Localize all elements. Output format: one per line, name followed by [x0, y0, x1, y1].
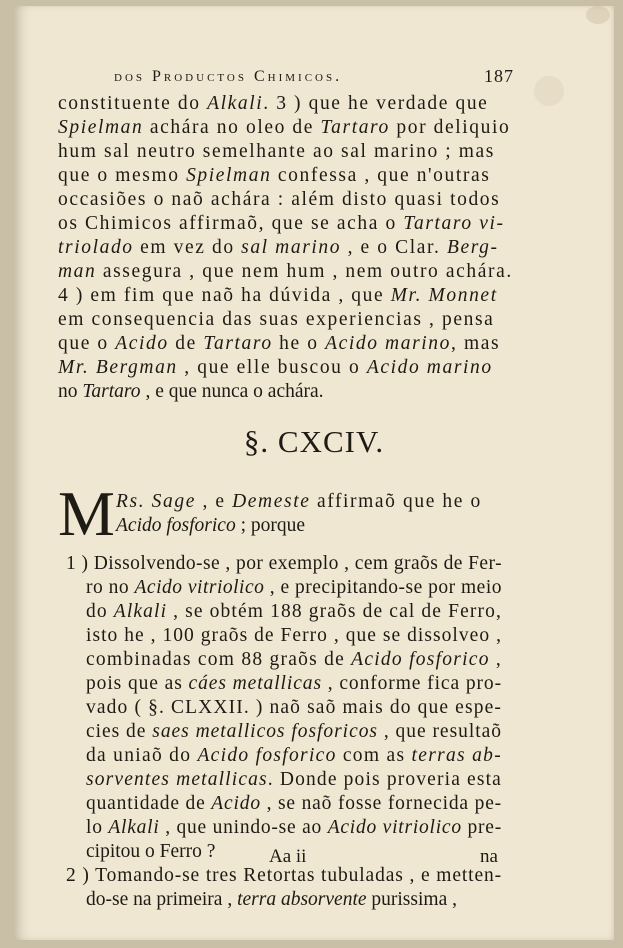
text-segment: combinadas com 88 graõs de	[86, 649, 352, 670]
text-segment: , se naõ fosse fornecida pe-	[260, 793, 502, 814]
text-line	[86, 768, 502, 792]
text-segment: que o	[58, 333, 116, 354]
italic-text: Spielman	[186, 165, 272, 186]
section-heading: §. CXCIV.	[243, 424, 385, 459]
text-segment: . Donde pois proveria esta	[267, 769, 502, 790]
italic-text: Mr. Monnet	[390, 285, 498, 306]
italic-text: Acido vitriolico	[134, 577, 265, 598]
italic-text: Acido fosforico	[197, 745, 337, 766]
italic-text: Alkali	[207, 93, 264, 114]
text-segment: , se obtém 188 graõs de cal de Ferro,	[167, 601, 503, 622]
text-segment: isto he , 100 graõs de Ferro , que se dissolveo ,	[86, 625, 502, 646]
italic-text: Alkali	[108, 817, 160, 838]
italic-text: Mr. Bergman	[58, 357, 178, 378]
text-segment: 4 ) em fim que naõ ha dúvida , que	[58, 285, 391, 306]
text-segment: 1 ) Dissolvendo-se , por exemplo , cem graõs de Fer-	[66, 553, 502, 574]
italic-text: man	[58, 261, 97, 282]
italic-text: sal marino	[241, 237, 342, 258]
text-line	[86, 816, 502, 840]
text-line	[86, 624, 502, 648]
italic-text: Acido	[211, 793, 261, 814]
text-segment: que o mesmo	[58, 165, 187, 186]
italic-text: Acido fosforico	[116, 515, 236, 536]
text-line	[58, 356, 516, 380]
italic-text: Spielman	[58, 117, 144, 138]
italic-text: Acido vitriolico	[327, 817, 462, 838]
italic-text: Rs. Sage	[116, 491, 196, 512]
text-line	[58, 332, 516, 356]
text-segment: constituente do	[58, 93, 208, 114]
italic-text: Tartaro	[320, 117, 390, 138]
text-line	[58, 212, 516, 236]
text-segment: vado ( §. CLXXII. ) naõ saõ mais do que espe-	[86, 697, 502, 718]
text-segment: cipitou o Ferro ?	[86, 841, 216, 862]
text-segment: quantidade de	[86, 793, 212, 814]
text-line	[58, 140, 516, 164]
text-line	[86, 744, 502, 768]
text-segment: he o	[272, 333, 326, 354]
italic-text: Tartaro vi-	[403, 213, 505, 234]
text-line	[86, 792, 502, 816]
text-segment: , que unindo-se ao	[159, 817, 328, 838]
text-segment: achára no oleo de	[143, 117, 321, 138]
catchword: na	[480, 846, 498, 867]
text-segment: , que elle buscou o	[177, 357, 367, 378]
text-segment: , e precipitando-se por meio	[264, 577, 502, 598]
text-segment: em consequencia das suas experiencias , pensa	[58, 309, 495, 330]
text-segment: cies de	[86, 721, 153, 742]
text-segment: , conforme fica pro-	[321, 673, 502, 694]
text-segment: por deliquio	[389, 117, 511, 138]
text-line	[86, 888, 502, 912]
page-number: 187	[484, 66, 514, 86]
text-segment: lo	[86, 817, 109, 838]
text-segment: ro no	[86, 577, 135, 598]
book-page	[14, 6, 614, 940]
text-line	[58, 260, 516, 284]
text-segment: os Chimicos affirmaõ, que se acha o	[58, 213, 404, 234]
text-line	[116, 490, 502, 514]
text-line	[58, 188, 516, 212]
text-segment: , que resultaõ	[378, 721, 502, 742]
text-line	[58, 164, 516, 188]
text-segment: purissima ,	[366, 889, 457, 910]
text-segment: confessa , que n'outras	[271, 165, 491, 186]
text-segment: do-se na primeira ,	[86, 889, 238, 910]
text-line	[58, 284, 516, 308]
italic-text: triolado	[58, 237, 134, 258]
text-segment: , mas	[451, 333, 501, 354]
text-line	[86, 720, 502, 744]
italic-text: Demeste	[232, 491, 311, 512]
text-segment: . 3 ) que he verdade que	[263, 93, 489, 114]
text-segment: pois que as	[86, 673, 189, 694]
text-line	[86, 696, 502, 720]
text-segment: da uniaõ do	[86, 745, 198, 766]
text-segment: no	[58, 381, 83, 402]
text-line	[86, 576, 502, 600]
running-head: dos Productos Chimicos.	[114, 68, 343, 85]
text-segment: , e o Clar.	[341, 237, 447, 258]
italic-text: cáes metallicas	[188, 673, 322, 694]
italic-text: terras ab-	[411, 745, 502, 766]
italic-text: Berg-	[446, 237, 499, 258]
text-segment: ; porque	[235, 515, 306, 536]
italic-text: terra absorvente	[237, 889, 367, 910]
drop-cap: M	[58, 478, 115, 549]
italic-text: sorventes metallicas	[86, 769, 268, 790]
text-segment: com as	[336, 745, 412, 766]
text-segment: hum sal neutro semelhante ao sal marino ; mas	[58, 141, 495, 162]
italic-text: Acido	[115, 333, 169, 354]
text-segment: 2 ) Tomando-se tres Retortas tubuladas , e metten-	[66, 865, 502, 886]
italic-text: Alkali	[113, 601, 168, 622]
italic-text: Acido marino	[366, 357, 493, 378]
text-segment: pre-	[461, 817, 502, 838]
text-line	[58, 308, 516, 332]
text-segment: de	[168, 333, 204, 354]
text-line	[86, 672, 502, 696]
text-line	[58, 236, 516, 260]
text-line	[58, 116, 516, 140]
signature-mark: Aa ii	[269, 846, 307, 867]
text-segment: , e	[195, 491, 233, 512]
text-segment: occasiões o naõ achára : além disto quasi todos	[58, 189, 501, 210]
text-segment: affirmaõ que he o	[310, 491, 482, 512]
italic-text: Tartaro	[203, 333, 273, 354]
text-line	[66, 552, 502, 576]
text-line	[58, 92, 516, 116]
italic-text: Tartaro	[82, 381, 141, 402]
text-segment: ,	[489, 649, 502, 670]
text-line	[58, 380, 516, 404]
paper-stain	[534, 76, 564, 106]
italic-text: Acido fosforico	[351, 649, 490, 670]
text-segment: do	[86, 601, 114, 622]
text-line	[86, 600, 502, 624]
italic-text: saes metallicos fosforicos	[152, 721, 378, 742]
text-line	[116, 514, 502, 538]
text-segment: em vez do	[133, 237, 242, 258]
text-segment: , e que nunca o achára.	[140, 381, 324, 402]
paper-stain	[586, 6, 610, 24]
text-line	[86, 648, 502, 672]
text-segment: assegura , que nem hum , nem outro achára.	[96, 261, 513, 282]
italic-text: Acido marino	[325, 333, 451, 354]
page-header	[114, 68, 514, 92]
